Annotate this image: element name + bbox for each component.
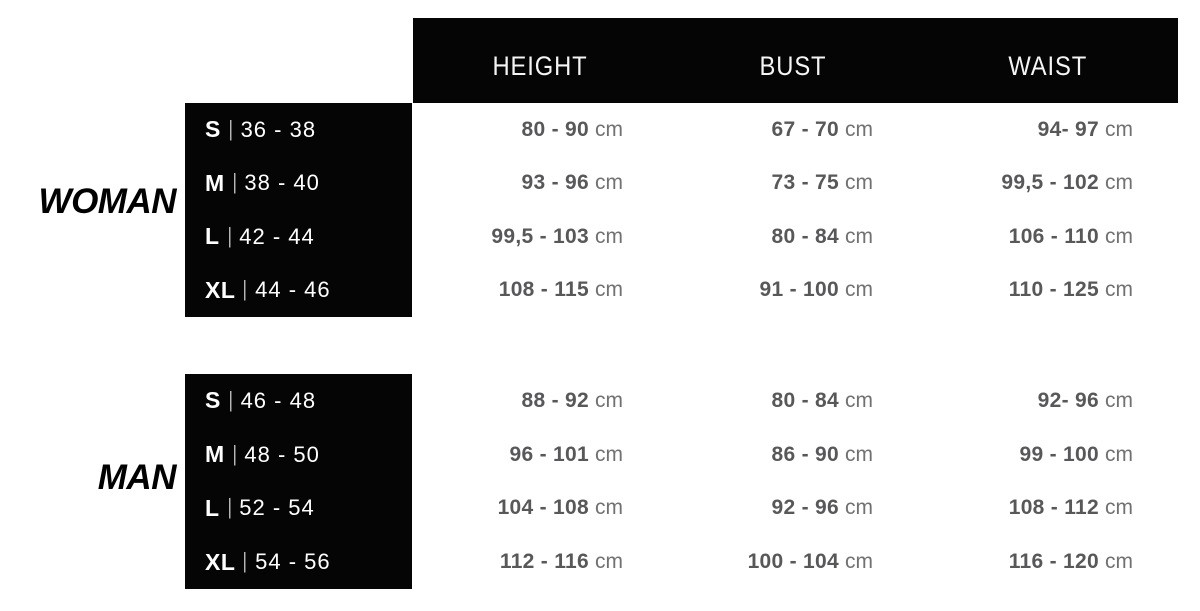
size-letter: XL <box>205 548 236 575</box>
man-size-box <box>185 374 412 589</box>
separator: | <box>232 169 237 195</box>
man-s-bust-cell: 80 - 84 cm <box>771 388 873 412</box>
size-range: 36 - 38 <box>240 116 317 142</box>
man-m-waist-cell: 99 - 100 cm <box>1019 442 1133 466</box>
man-size-row-m <box>205 441 412 468</box>
table-row <box>413 389 1178 413</box>
woman-s-waist-cell: 94- 97 cm <box>1037 117 1133 141</box>
unit-label: cm <box>595 388 623 412</box>
size-letter: L <box>205 223 220 250</box>
man-size-row-xl <box>205 549 412 576</box>
size-letter: M <box>205 169 225 196</box>
man-s-waist-cell: 92- 96 cm <box>1037 388 1133 412</box>
man-measurements-grid <box>413 374 1178 589</box>
col-header-height: HEIGHT <box>492 51 589 81</box>
size-range: 38 - 40 <box>244 170 320 196</box>
table-row <box>413 496 1178 520</box>
size-range: 42 - 44 <box>239 223 315 249</box>
woman-s-height-cell: 80 - 90 cm <box>521 117 623 141</box>
woman-section-label: WOMAN <box>38 182 176 221</box>
woman-xl-bust-cell: 91 - 100 cm <box>759 278 873 302</box>
col-header-waist: WAIST <box>1008 51 1088 81</box>
unit-label: cm <box>595 442 623 466</box>
man-xl-height-cell: 112 - 116 cm <box>499 550 623 574</box>
separator: | <box>243 276 247 302</box>
unit-label: cm <box>1105 442 1133 466</box>
woman-m-waist-cell: 99,5 - 102 cm <box>1001 171 1133 195</box>
unit-label: cm <box>845 442 873 466</box>
woman-m-bust-cell: 73 - 75 cm <box>771 171 873 195</box>
size-range: 46 - 48 <box>240 387 317 413</box>
man-size-row-l <box>205 495 412 522</box>
unit-label: cm <box>595 496 623 520</box>
man-m-height-cell: 96 - 101 cm <box>509 442 623 466</box>
separator: | <box>232 440 237 466</box>
size-letter: M <box>205 441 225 468</box>
unit-label: cm <box>1105 388 1133 412</box>
separator: | <box>229 115 233 141</box>
man-l-bust-cell: 92 - 96 cm <box>771 496 873 520</box>
unit-label: cm <box>845 171 873 195</box>
unit-label: cm <box>845 117 873 141</box>
table-row <box>413 443 1178 467</box>
unit-label: cm <box>595 171 623 195</box>
unit-label: cm <box>595 278 623 302</box>
woman-size-row-xl <box>205 277 412 304</box>
col-header-bust: BUST <box>759 51 827 81</box>
size-range: 52 - 54 <box>239 495 315 521</box>
unit-label: cm <box>845 496 873 520</box>
man-xl-bust-cell: 100 - 104 cm <box>747 550 873 574</box>
unit-label: cm <box>845 388 873 412</box>
separator: | <box>227 494 231 520</box>
man-m-bust-cell: 86 - 90 cm <box>771 442 873 466</box>
woman-m-height-cell: 93 - 96 cm <box>521 171 623 195</box>
woman-size-row-s <box>205 116 412 143</box>
unit-label: cm <box>1105 550 1133 574</box>
man-size-row-s <box>205 387 412 414</box>
man-l-height-cell: 104 - 108 cm <box>497 496 623 520</box>
unit-label: cm <box>845 278 873 302</box>
woman-l-bust-cell: 80 - 84 cm <box>771 224 873 248</box>
unit-label: cm <box>845 550 873 574</box>
woman-l-height-cell: 99,5 - 103 cm <box>491 224 623 248</box>
table-row <box>413 550 1178 574</box>
unit-label: cm <box>1105 224 1133 248</box>
woman-xl-waist-cell: 110 - 125 cm <box>1008 278 1133 302</box>
separator: | <box>227 222 231 248</box>
unit-label: cm <box>595 550 623 574</box>
unit-label: cm <box>1105 117 1133 141</box>
unit-label: cm <box>1105 496 1133 520</box>
man-xl-waist-cell: 116 - 120 cm <box>1008 550 1133 574</box>
size-range: 48 - 50 <box>244 441 320 467</box>
size-range: 44 - 46 <box>255 277 331 303</box>
man-l-waist-cell: 108 - 112 cm <box>1008 496 1133 520</box>
separator: | <box>243 548 247 574</box>
column-header-bar <box>413 18 1178 103</box>
size-letter: L <box>205 494 220 521</box>
size-range: 54 - 56 <box>255 549 331 575</box>
woman-l-waist-cell: 106 - 110 cm <box>1008 224 1133 248</box>
woman-size-row-l <box>205 223 412 250</box>
separator: | <box>229 386 233 412</box>
unit-label: cm <box>1105 171 1133 195</box>
unit-label: cm <box>595 117 623 141</box>
table-row <box>413 225 1178 249</box>
man-s-height-cell: 88 - 92 cm <box>521 388 623 412</box>
table-row <box>413 278 1178 302</box>
unit-label: cm <box>1105 278 1133 302</box>
woman-measurements-grid <box>413 103 1178 317</box>
woman-s-bust-cell: 67 - 70 cm <box>771 117 873 141</box>
size-letter: S <box>205 387 221 414</box>
woman-size-row-m <box>205 170 412 197</box>
woman-size-box <box>185 103 412 317</box>
table-row <box>413 171 1178 195</box>
table-row <box>413 118 1178 142</box>
man-section-label: MAN <box>97 458 176 497</box>
size-letter: XL <box>205 276 236 303</box>
unit-label: cm <box>845 224 873 248</box>
size-letter: S <box>205 116 221 143</box>
unit-label: cm <box>595 224 623 248</box>
woman-xl-height-cell: 108 - 115 cm <box>498 278 623 302</box>
